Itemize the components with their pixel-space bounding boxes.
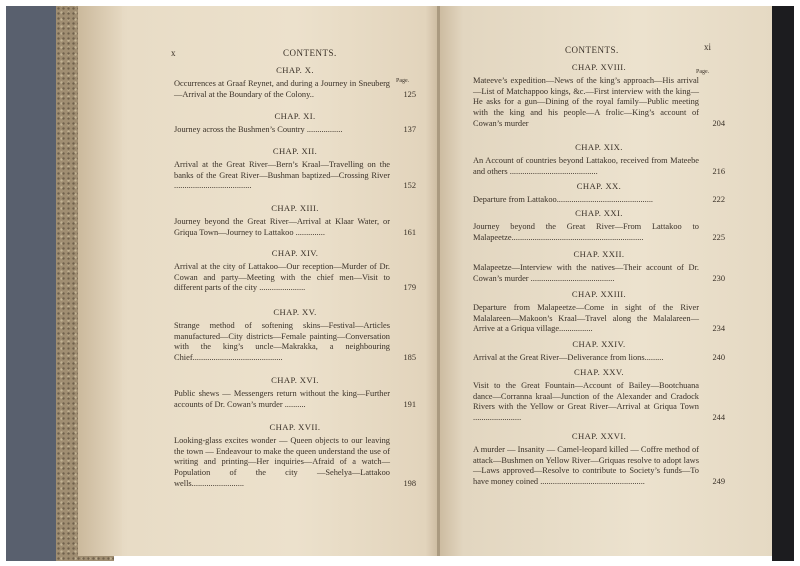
entry-text: Departure from Lattakoo.............................................. <box>473 194 654 204</box>
entry-text: Arrival at the Great River—Bern’s Kraal—Travelling on the banks of the Great River—Bushman baptized—Crossing River ..................................... <box>174 159 390 191</box>
page-number: 152 <box>403 181 416 191</box>
background-right <box>772 6 794 561</box>
toc-entry <box>473 431 725 488</box>
entry-text: Visit to the Great Fountain—Account of Bailey—Bootchuana dance—Corranna kraal—Junction of the Alexander and Cradock Rivers with the Yellow or Great River—Arrival at Griqua Town ....................... <box>473 380 699 423</box>
chapter-heading: CHAP. XIII. <box>271 203 319 213</box>
chapter-heading: CHAP. XXIII. <box>571 289 627 299</box>
toc-entry <box>174 375 416 410</box>
chapter-heading: CHAP. X. <box>276 65 314 75</box>
toc-entry <box>174 111 416 136</box>
toc-entry <box>473 181 725 206</box>
chapter-heading: CHAP. XI. <box>274 111 316 121</box>
entry-text: Journey beyond the Great River—From Lattakoo to Malapeetze............................................................... <box>473 221 699 242</box>
entry-text: Public shews — Messengers return without the king—Further accounts of Dr. Cowan’s murder .......... <box>174 388 390 409</box>
toc-entry <box>473 142 725 177</box>
entry-text: Mateeve’s expedition—News of the king’s approach—His arrival—List of Matchappoo kings, &c.—First interview with the king—He asks for a gun—Dining of the royal family—Public meeting with the king and his people—A frolic—King’s account of Cowan’s murder <box>473 75 699 128</box>
toc-entry <box>473 249 725 284</box>
page-number: 230 <box>712 273 725 283</box>
chapter-heading: CHAP. XVIII. <box>571 62 627 72</box>
toc-entry <box>473 367 725 424</box>
entry-text: Journey across the Bushmen’s Country ................. <box>174 124 343 134</box>
toc-entry <box>174 307 416 364</box>
chapter-heading: CHAP. XXI. <box>575 208 623 218</box>
entry-text: Journey beyond the Great River—Arrival at Klaar Water, or Griqua Town—Journey to Lattakoo .............. <box>174 216 390 237</box>
left-folio: x <box>171 48 176 58</box>
entry-text: Occurrences at Graaf Reynet, and during a Journey in Sneuberg—Arrival at the Boundary of the Colony.. <box>174 78 390 99</box>
left-page <box>78 6 440 556</box>
left-page-header: CONTENTS. <box>283 48 337 58</box>
page-number: 249 <box>712 477 725 487</box>
chapter-heading: CHAP. XVII. <box>269 422 321 432</box>
entry-text: Arrival at the Great River—Deliverance from lions......... <box>473 352 664 362</box>
entry-text: A murder — Insanity — Camel-leopard killed — Coffre method of attack—Bushmen on Yellow River—Griquas resolve to adopt laws—Laws approved—Resolve to contribute to Society’s funds—To have money coined .................................................. <box>473 444 699 487</box>
entry-text: Strange method of softening skins—Festival—Articles manufactured—City districts—Female painting—Conversation with the king’s uncle—Makrakka, a neighbouring Chief........................................... <box>174 320 390 363</box>
page-number: 222 <box>712 194 725 204</box>
toc-entry <box>473 289 725 335</box>
chapter-heading: CHAP. XIV. <box>271 248 319 258</box>
toc-entry <box>174 146 416 192</box>
page-edge <box>78 6 122 556</box>
right-page-label: Page. <box>696 69 710 75</box>
toc-entry <box>174 422 416 490</box>
entry-text: An Account of countries beyond Lattakoo, received from Mateebe and others .......................................... <box>473 155 699 176</box>
page-number: 179 <box>403 283 416 293</box>
right-page-header: CONTENTS. <box>565 45 619 55</box>
chapter-heading: CHAP. XXII. <box>573 249 625 259</box>
page-number: 244 <box>712 413 725 423</box>
toc-entry <box>473 208 725 243</box>
entry-text: Looking-glass excites wonder — Queen objects to our leaving the town — Endeavour to make the queen understand the use of writing and printing—Her inquiries—Afraid of a watch—Population of the city —Sehelya—Lattakoo wells......................... <box>174 435 390 488</box>
chapter-heading: CHAP. XXVI. <box>571 431 627 441</box>
page-number: 191 <box>403 399 416 409</box>
page-number: 240 <box>712 352 725 362</box>
page-number: 125 <box>403 89 416 99</box>
right-folio: xi <box>704 42 712 52</box>
entry-text: Departure from Malapeetze—Come in sight of the River Malalareen—Makoon’s Kraal—Travel along the Malalareen—Arrive at a Griqua village................ <box>473 302 699 334</box>
left-page-label: Page. <box>396 78 410 84</box>
page-number: 198 <box>403 478 416 488</box>
page-number: 234 <box>712 324 725 334</box>
page-number: 225 <box>712 232 725 242</box>
right-page <box>440 6 772 556</box>
chapter-heading: CHAP. XIX. <box>575 142 623 152</box>
page-number: 161 <box>403 227 416 237</box>
chapter-heading: CHAP. XII. <box>272 146 318 156</box>
toc-entry <box>174 65 416 100</box>
chapter-heading: CHAP. XX. <box>576 181 622 191</box>
toc-entry <box>473 339 725 364</box>
chapter-heading: CHAP. XV. <box>273 307 317 317</box>
page-number: 204 <box>712 118 725 128</box>
toc-entry <box>174 248 416 294</box>
chapter-heading: CHAP. XXIV. <box>572 339 626 349</box>
toc-entry <box>473 62 725 130</box>
entry-text: Arrival at the city of Lattakoo—Our reception—Murder of Dr. Cowan and party—Meeting with the chief men—Visit to different parts of the city ...................... <box>174 261 390 293</box>
page-number: 137 <box>403 124 416 134</box>
toc-entry <box>174 203 416 238</box>
page-number: 216 <box>712 166 725 176</box>
page-number: 185 <box>403 353 416 363</box>
chapter-heading: CHAP. XXV. <box>574 367 624 377</box>
entry-text: Malapeetze—Interview with the natives—Their account of Dr. Cowan’s murder ........................................ <box>473 262 699 283</box>
chapter-heading: CHAP. XVI. <box>271 375 319 385</box>
